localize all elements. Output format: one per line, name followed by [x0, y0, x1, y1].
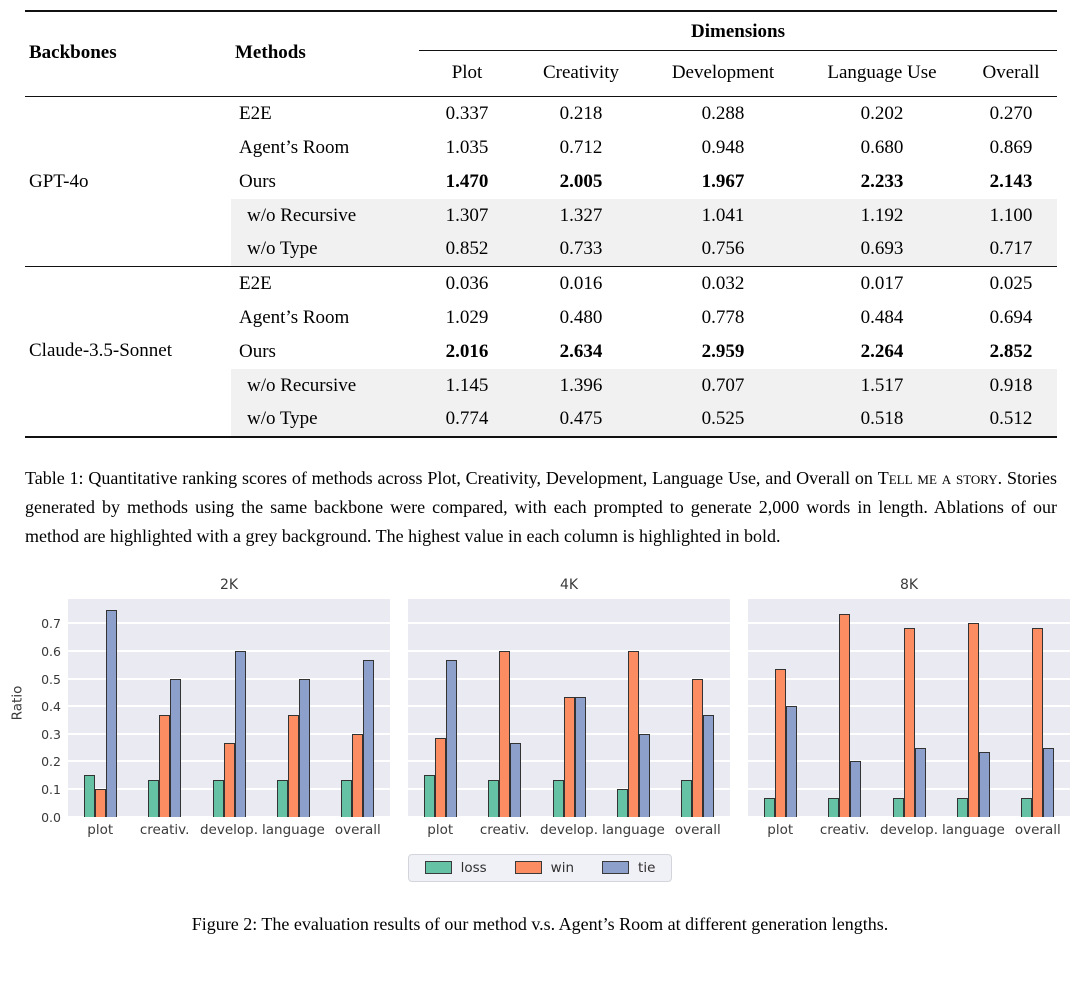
loss-bar — [488, 780, 499, 817]
loss-swatch-icon — [425, 861, 452, 874]
win-bar — [159, 715, 170, 816]
legend-item-win — [515, 860, 574, 876]
score-cell: 0.680 — [860, 136, 904, 158]
score-cell: 1.100 — [965, 199, 1057, 233]
loss-bar — [957, 798, 968, 816]
chart-title: 8K — [899, 576, 919, 593]
figure-caption: Figure 2: The evaluation results of our method v.s. Agent’s Room at different generation lengths. — [191, 913, 889, 934]
loss-bar — [764, 798, 775, 816]
score-cell: 2.634 — [559, 340, 603, 362]
score-cell: 1.041 — [647, 199, 799, 233]
method-cell: w/o Recursive — [231, 369, 419, 403]
score-cell: 2.143 — [989, 170, 1033, 192]
tie-bar — [446, 660, 457, 816]
tie-bar — [106, 610, 117, 817]
method-cell: Ours — [239, 170, 276, 192]
plot-area — [68, 599, 390, 817]
table-body — [25, 97, 1057, 437]
header-methods: Methods — [235, 42, 306, 63]
win-bar — [95, 789, 106, 817]
method-cell: Ours — [239, 340, 276, 362]
table-row — [25, 267, 1057, 301]
score-cell: 0.774 — [419, 403, 515, 437]
score-cell: 0.218 — [559, 102, 603, 124]
score-cell: 0.337 — [445, 102, 489, 124]
score-cell: 0.480 — [559, 306, 603, 328]
results-table — [25, 10, 1057, 438]
y-tick-label: 0.3 — [41, 726, 61, 742]
x-tick-label: creativ. — [819, 821, 870, 838]
score-cell: 0.712 — [559, 136, 603, 158]
loss-bar — [553, 780, 564, 817]
chart-2k — [9, 575, 390, 838]
chart-4k — [408, 575, 730, 838]
score-cell: 2.959 — [701, 340, 745, 362]
x-tick-label: overall — [674, 821, 721, 838]
backbone-cell: Claude-3.5-Sonnet — [25, 267, 231, 437]
tie-bar — [1043, 748, 1054, 817]
tie-bar — [979, 752, 990, 816]
tie-bar — [170, 679, 181, 817]
method-cell: Agent’s Room — [239, 136, 350, 158]
loss-bar — [84, 775, 95, 816]
tie-bar — [363, 660, 374, 816]
win-bar — [628, 651, 639, 817]
x-tick-label: creativ. — [139, 821, 190, 838]
score-cell: 0.778 — [701, 306, 745, 328]
score-cell: 0.475 — [515, 403, 647, 437]
score-cell: 2.233 — [860, 170, 904, 192]
score-cell: 1.470 — [445, 170, 489, 192]
score-cell: 0.270 — [989, 102, 1033, 124]
header-col-plot: Plot — [451, 62, 483, 83]
win-bar — [968, 623, 979, 816]
backbone-cell: GPT-4o — [29, 170, 89, 192]
x-tick-label: develop. — [539, 821, 599, 838]
score-cell: 1.517 — [799, 369, 965, 403]
loss-bar — [1021, 798, 1032, 816]
method-cell: w/o Recursive — [231, 199, 419, 233]
tie-bar — [299, 679, 310, 817]
win-bar — [224, 743, 235, 817]
x-tick-label: plot — [427, 821, 454, 838]
win-bar — [564, 697, 575, 816]
score-cell: 2.852 — [989, 340, 1033, 362]
chart-title: 2K — [219, 576, 239, 593]
score-cell: 0.694 — [989, 306, 1033, 328]
chart-title: 4K — [559, 576, 579, 593]
gridline — [408, 622, 730, 624]
win-bar — [435, 738, 446, 816]
win-bar — [352, 734, 363, 817]
score-cell: 0.693 — [799, 233, 965, 267]
score-cell: 0.512 — [965, 403, 1057, 437]
win-bar — [775, 669, 786, 816]
gridline — [748, 622, 1070, 624]
method-cell: w/o Type — [231, 233, 419, 267]
y-tick-label: 0.7 — [41, 616, 61, 632]
score-cell: 0.918 — [965, 369, 1057, 403]
score-cell: 1.192 — [799, 199, 965, 233]
score-cell: 0.518 — [799, 403, 965, 437]
x-tick-label: language — [941, 821, 1005, 838]
header-dimensions: Dimensions — [419, 11, 1057, 51]
loss-bar — [681, 780, 692, 817]
table-header — [25, 11, 1057, 97]
header-backbones: Backbones — [29, 42, 117, 63]
win-bar — [839, 614, 850, 816]
chart-8k — [748, 575, 1070, 838]
x-tick-label: plot — [767, 821, 794, 838]
score-cell: 0.756 — [647, 233, 799, 267]
x-tick-label: plot — [87, 821, 114, 838]
tie-swatch-icon — [602, 861, 629, 874]
header-col-creativity: Creativity — [543, 62, 619, 83]
score-cell: 0.036 — [419, 267, 515, 301]
win-bar — [499, 651, 510, 817]
chart-legend — [408, 854, 673, 882]
results-table-wrapper — [25, 10, 1057, 438]
win-bar — [904, 628, 915, 816]
tie-bar — [235, 651, 246, 817]
plot-area — [408, 599, 730, 817]
charts-row — [9, 575, 1080, 838]
tie-bar — [639, 734, 650, 817]
x-tick-label: develop. — [879, 821, 939, 838]
score-cell: 2.005 — [559, 170, 603, 192]
score-cell: 0.869 — [989, 136, 1033, 158]
loss-bar — [828, 798, 839, 816]
tie-bar — [575, 697, 586, 816]
tie-bar — [850, 761, 861, 816]
gridline — [408, 650, 730, 652]
score-cell: 1.035 — [445, 136, 489, 158]
table-caption-suffix: . Stories generated by methods using the same backbone were compared, with each prompted to generate 2,000 words in length. Ablations of our method are highlighted with a grey background. The highest value in each column is highlighted in bold. — [25, 467, 1057, 546]
tie-bar — [786, 706, 797, 816]
score-cell: 1.967 — [701, 170, 745, 192]
legend-label: win — [550, 859, 575, 876]
score-cell: 1.307 — [419, 199, 515, 233]
method-cell: E2E — [231, 267, 419, 301]
score-cell: 2.016 — [445, 340, 489, 362]
x-tick-label: overall — [334, 821, 381, 838]
score-cell: 0.717 — [965, 233, 1057, 267]
table-caption — [25, 464, 1057, 551]
loss-bar — [617, 789, 628, 817]
x-tick-label: creativ. — [479, 821, 530, 838]
plot-area — [748, 599, 1070, 817]
score-cell: 0.707 — [647, 369, 799, 403]
header-col-development: Development — [671, 62, 775, 83]
y-tick-label: 0.2 — [41, 754, 61, 770]
figure-2 — [0, 575, 1080, 935]
method-cell: E2E — [239, 102, 272, 124]
y-tick-label: 0.5 — [41, 671, 61, 687]
win-swatch-icon — [515, 861, 542, 874]
score-cell: 2.264 — [860, 340, 904, 362]
score-cell: 1.327 — [515, 199, 647, 233]
score-cell: 1.396 — [515, 369, 647, 403]
loss-bar — [277, 780, 288, 817]
score-cell: 0.025 — [965, 267, 1057, 301]
x-tick-label: develop. — [199, 821, 259, 838]
loss-bar — [213, 780, 224, 817]
score-cell: 0.525 — [647, 403, 799, 437]
y-tick-label: 0.0 — [41, 809, 61, 825]
tie-bar — [703, 715, 714, 816]
benchmark-name: Tell me a story — [877, 467, 998, 488]
score-cell: 0.288 — [701, 102, 745, 124]
legend-label: loss — [460, 859, 487, 876]
score-cell: 0.016 — [515, 267, 647, 301]
y-axis-label: Ratio — [9, 685, 26, 720]
y-axis — [9, 599, 68, 825]
header-col-overall: Overall — [982, 62, 1040, 83]
x-tick-label: language — [601, 821, 665, 838]
score-cell: 0.032 — [647, 267, 799, 301]
tie-bar — [915, 748, 926, 817]
win-bar — [288, 715, 299, 816]
x-tick-label: language — [261, 821, 325, 838]
tie-bar — [510, 743, 521, 817]
legend-item-loss — [425, 860, 487, 876]
header-col-language-use: Language Use — [827, 62, 937, 83]
loss-bar — [341, 780, 352, 817]
score-cell: 0.484 — [860, 306, 904, 328]
loss-bar — [148, 780, 159, 817]
score-cell: 0.202 — [860, 102, 904, 124]
score-cell: 1.029 — [445, 306, 489, 328]
y-tick-label: 0.4 — [41, 699, 61, 715]
legend-item-tie — [602, 860, 655, 876]
score-cell: 0.733 — [515, 233, 647, 267]
score-cell: 0.948 — [701, 136, 745, 158]
legend-label: tie — [638, 859, 656, 876]
x-tick-label: overall — [1014, 821, 1061, 838]
table-caption-prefix: Table 1: Quantitative ranking scores of methods across Plot, Creativity, Development, Language Use, and Overall on — [25, 467, 878, 488]
win-bar — [1032, 628, 1043, 816]
y-tick-label: 0.6 — [41, 643, 61, 659]
loss-bar — [424, 775, 435, 816]
win-bar — [692, 679, 703, 817]
y-tick-label: 0.1 — [41, 781, 61, 797]
score-cell: 0.852 — [419, 233, 515, 267]
score-cell: 1.145 — [419, 369, 515, 403]
score-cell: 0.017 — [799, 267, 965, 301]
table-row — [25, 97, 1057, 131]
method-cell: w/o Type — [231, 403, 419, 437]
loss-bar — [893, 798, 904, 816]
method-cell: Agent’s Room — [239, 306, 350, 328]
